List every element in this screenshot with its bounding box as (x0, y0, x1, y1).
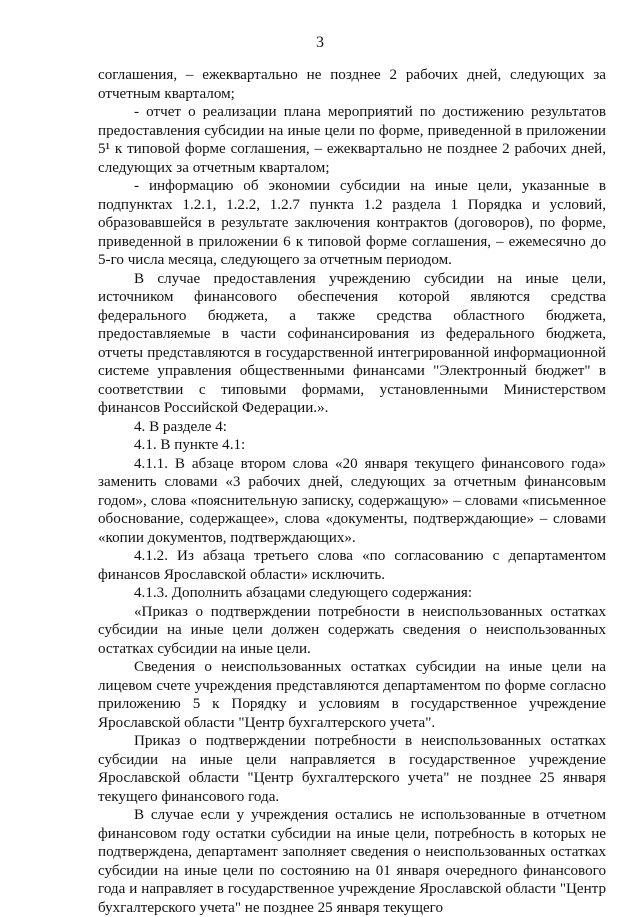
paragraph-8: 4.1.2. Из абзаца третьего слова «по согласованию с департаментом финансов Ярославской области» исключить. (98, 548, 606, 583)
paragraph-2: - отчет о реализации плана мероприятий по достижению результатов предоставления субсидии на иные цели по форме, приведенной в приложении 5¹ к типовой форме соглашения, – ежеквартально не позднее 2 рабочих дней, следующих за отчетным кварталом; (98, 104, 606, 176)
paragraph-7: 4.1.1. В абзаце втором слова «20 января текущего финансового года» заменить словами «3 рабочих дней, следующих за отчетным финансовым годом», слова «пояснительную записку, содержащую» – словами «письменное обоснование, содержащее», слова «документы, подтверждающие» – словами «копии документов, подтверждающих». (98, 455, 606, 546)
paragraph-12: Приказ о подтверждении потребности в неиспользованных остатках субсидии на иные цели направляется в государственное учреждение Ярославской области "Центр бухгалтерского учета" не позднее 25 января текущего финансового года. (98, 733, 606, 805)
page-number: 3 (316, 34, 324, 51)
paragraph-10: «Приказ о подтверждении потребности в неиспользованных остатках субсидии на иные цели должен содержать сведения о неиспользованных остатках субсидии на иные цели. (98, 603, 606, 657)
document-body (98, 66, 606, 917)
paragraph-11: Сведения о неиспользованных остатках субсидии на иные цели на лицевом счете учреждения представляются департаментом по форме согласно приложению 5 к Порядку и условиям в государственное учреждение Ярославской области "Центр бухгалтерского учета". (98, 659, 606, 731)
paragraph-3: - информацию об экономии субсидии на иные цели, указанные в подпунктах 1.2.1, 1.2.2, 1.2.7 пункта 1.2 раздела 1 Порядка и условий, образовавшейся в результате заключения контрактов (договоров), по форме, приведенной в приложении 6 к типовой форме соглашения, – ежемесячно до 5-го числа месяца, следующего за отчетным периодом. (98, 178, 606, 268)
paragraph-4: В случае предоставления учреждению субсидии на иные цели, источником финансового обеспечения которой являются средства федерального бюджета, а также средства областного бюджета, предоставляемые в части софинансирования из федерального бюджета, отчеты представляются в государственной интегрированной информационной системе управления общественными финансами "Электронный бюджет" в соответствии с типовыми формами, установленными Министерством финансов Российской Федерации.». (98, 270, 606, 416)
paragraph-13: В случае если у учреждения остались не использованные в отчетном финансовом году остатки субсидии на иные цели, потребность в которых не подтверждена, департамент заполняет сведения о неиспользованных остатках субсидии на иные цели по состоянию на 01 января очередного финансового года и направляет в государственное учреждение Ярославской области "Центр бухгалтерского учета" не позднее 25 января текущего (98, 807, 606, 916)
paragraph-9: 4.1.3. Дополнить абзацами следующего содержания: (134, 585, 473, 601)
paragraph-5: 4. В разделе 4: (134, 418, 227, 435)
paragraph-6: 4.1. В пункте 4.1: (134, 437, 246, 453)
paragraph-1: соглашения, – ежеквартально не позднее 2 рабочих дней, следующих за отчетным кварталом; (98, 67, 606, 102)
